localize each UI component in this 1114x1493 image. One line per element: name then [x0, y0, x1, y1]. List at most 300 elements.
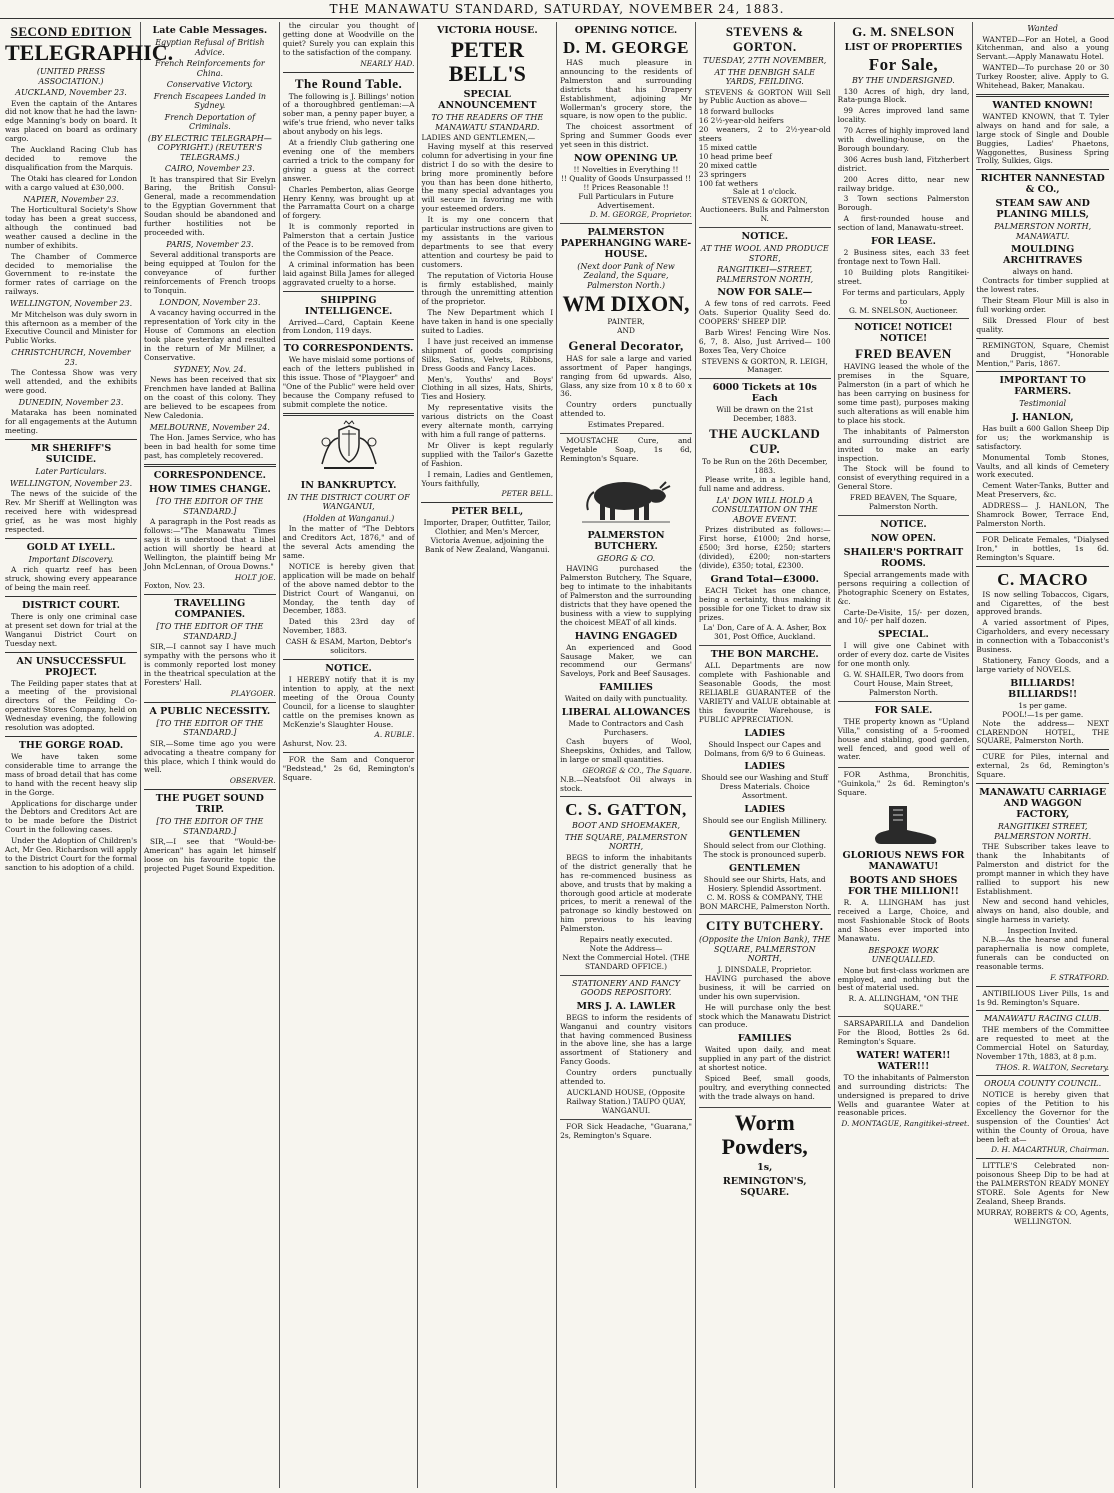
- families-heading: FAMILIES: [599, 682, 653, 694]
- divider: [144, 789, 276, 790]
- ad-paragraph: BEGS to inform the inhabitants of the district generally that he has re-commenced business as above, and trusts that by making a thorough good article at moderate prices, to merit a renewal of the patronage so kindly bestowed on him previous to his leaving Palmerston.: [560, 852, 692, 934]
- ad-paragraph: Contracts for timber supplied at the lowest rates.: [976, 276, 1110, 295]
- butchery-ad: [560, 530, 692, 798]
- ad-line: Should Inspect our Capes and Dolmans, from 6/9 to 6 Guineas.: [704, 739, 826, 758]
- farmers-heading: IMPORTANT TO FARMERS.: [999, 375, 1086, 398]
- address-line: (Opposite the Union Bank), THE SQUARE, PALMERSTON NORTH,: [698, 935, 831, 964]
- ad-line: FOR Asthma, Bronchitis, "Guinkola," 2s 6d. Remington's Square.: [837, 770, 970, 798]
- column-victoria-house: [418, 22, 557, 1488]
- worm-price: 1s,: [757, 1161, 773, 1173]
- ad-signature: STEVENS & GORTON, R. LEIGH, Manager.: [701, 356, 828, 375]
- news-paragraph: The Auckland Racing Club has decided to remove the disqualification from the Marquis.: [5, 145, 137, 172]
- letter-heading: THE PUGET SOUND TRIP.: [155, 793, 264, 816]
- boots-heading: BOOTS AND SHOES FOR THE MILLION!!: [848, 875, 959, 898]
- headline-line: French Escapees Landed in Sydney.: [153, 91, 267, 110]
- divider: [283, 339, 415, 340]
- trade-line: AND: [617, 325, 635, 335]
- wool-store-ad: [699, 231, 831, 379]
- ad-line: Made to Contractors and Cash Purchasers.: [568, 719, 684, 738]
- news-paragraph: The Hon. James Service, who has been in bad health for some time past, has completely recovered.: [144, 433, 276, 461]
- ad-line: SARSAPARILLA and Dandelion For the Blood, Bottles 2s 6d. Remington's Square.: [837, 1019, 970, 1046]
- news-paragraph: It is commonly reported in Palmerston that a certain Justice of the Peace is to be removed from the Commission of the Peace.: [282, 222, 415, 258]
- divider: [976, 749, 1109, 750]
- divider: [976, 1010, 1109, 1011]
- shipping-heading: SHIPPING INTELLIGENCE.: [304, 294, 393, 317]
- macro-heading: C. MACRO: [997, 569, 1089, 589]
- bull-icon: [578, 468, 674, 526]
- dateline: LONDON, November 23.: [159, 297, 261, 307]
- glorious-news-heading: GLORIOUS NEWS FOR MANAWATU!: [842, 850, 965, 873]
- dateline: NAPIER, November 23.: [23, 194, 119, 204]
- announcement-heading: SPECIAL ANNOUNCEMENT: [438, 89, 537, 111]
- boot-icon: [863, 802, 943, 846]
- ad-paragraph: THE property known as "Upland Villa," consisting of a 5-roomed house and stabling, good garden, well fenced, and good well of water.: [837, 716, 970, 762]
- copyright-line: (BY ELECTRIC TELEGRAPH—COPYRIGHT.) (REUTER'S TELEGRAMS.): [147, 133, 272, 162]
- divider: [976, 338, 1109, 339]
- hanlon-heading: J. HANLON,: [1011, 411, 1074, 423]
- auckland-cup-ad: [699, 382, 831, 646]
- divider: [5, 538, 137, 539]
- news-paragraph: We have mislaid some portions of each of the letters published in this issue. Those of "Playgoer" and "One of the Public" were held over because the Company refused to submit complete the notice.: [282, 355, 415, 409]
- worm-powders-heading: Worm Powders,: [721, 1109, 808, 1159]
- moulding-heading: MOULDING ARCHITRAVES: [1002, 244, 1083, 267]
- notice-signature: A. RUBLE.: [374, 730, 415, 740]
- ad-paragraph: HAVING leased the whole of the premises in the Square, Palmerston (in a part of which he has been carrying on business for some time past), purposes making such alterations as will enable him to place his stock.: [837, 362, 970, 425]
- ad-paragraph: HAVING purchased the above business, it will be carried on under his own supervision.: [698, 973, 831, 1001]
- snelson-ad: [838, 24, 970, 319]
- property-item: 99 Acres improved land same locality.: [837, 106, 970, 125]
- ad-paragraph: Barb Wires! Fencing Wire Nos. 6, 7, 8. Also, Just Arrived— 100 Boxes Tea, Very Choice: [698, 327, 831, 355]
- property-item: A first-rounded house and section of land, Manawatu-street.: [837, 214, 970, 233]
- gatton-heading: C. S. GATTON,: [565, 800, 687, 820]
- readers-line: TO THE READERS OF THE MANAWATU STANDARD.: [431, 113, 544, 132]
- ad-paragraph: Cash buyers of Wool, Sheepskins, Oxhides, and Tallow, in large or small quantities.: [560, 736, 692, 764]
- dateline: SYDNEY, Nov. 24.: [173, 364, 247, 374]
- trade-line: General Decorator,: [568, 337, 684, 353]
- ad-line: REMINGTON, Square, Chemist and Druggist, "Honorable Mention," Paris, 1867.: [976, 340, 1110, 368]
- opening-notice-heading: OPENING NOTICE.: [574, 25, 678, 36]
- ad-line: Note the Address—: [589, 943, 663, 953]
- notice-paragraph: I HEREBY notify that it is my intention to apply, at the next meeting of the Oroua County Council, for a license to slaughter cattle on the premises known as McKenzie's Slaughter House.: [282, 675, 415, 729]
- auction-location: AT THE DENBIGH SALE YARDS, FEILDING.: [714, 67, 815, 86]
- classified-ad: WANTED—For an Hotel, a Good Kitchenman, and also a young Servant.—Apply Manawatu Hotel.: [976, 34, 1110, 62]
- ad-line: !! Novelties in Everything !!: [573, 165, 679, 175]
- letter-heading: TRAVELLING COMPANIES.: [174, 598, 246, 621]
- ad-signature: D. H. MACARTHUR, Chairman.: [991, 1145, 1110, 1155]
- ad-line: always on hand.: [1012, 267, 1073, 277]
- property-item: 3 Town sections Palmerston Borough.: [837, 194, 970, 213]
- divider: [5, 439, 137, 440]
- classified-ad: WANTED—To purchase 20 or 30 Turkey Rooster, alive. Apply to G. Whitehead, Baker, Manakau.: [976, 63, 1110, 91]
- stationery-heading: STATIONERY AND FANCY GOODS REPOSITORY.: [572, 978, 680, 998]
- shailer-ad: [838, 519, 970, 702]
- ad-line: Should see our Washing and Stuff Dress Materials. Choice Assortment.: [701, 773, 829, 801]
- news-paragraph: News has been received that six Frenchmen have landed at Ballina on the coast of this colony. They are believed to be escapees from New Caledonia.: [144, 375, 276, 420]
- ad-line: FOR Delicate Females, "Dialysed Iron," in bottles, 1s 6d. Remington's Square.: [976, 534, 1110, 562]
- correspondents-heading: TO CORRESPONDENTS.: [283, 343, 414, 355]
- divider: [976, 169, 1109, 170]
- ad-signature: STEVENS & GORTON, Auctioneers. Bulls and Palmerston N.: [700, 196, 830, 224]
- letter-date: Foxton, Nov. 23.: [144, 581, 205, 591]
- ad-address: ADDRESS— J. HANLON, The Shamrock Bower, Terrace End, Palmerston North.: [976, 501, 1110, 528]
- store-location: AT THE WOOL AND PRODUCE STORE,: [700, 244, 829, 263]
- ad-signature: AUCKLAND HOUSE, (Opposite Railway Station.) TAUPO QUAY, WANGANUI.: [566, 1087, 686, 1115]
- lawler-heading: MRS J. A. LAWLER: [576, 1000, 676, 1012]
- divider: [976, 371, 1109, 372]
- ad-paragraph: The inhabitants of Palmerston and surrounding district are invited to make an early inspection.: [837, 426, 970, 463]
- letter-signature: HOLT JOE.: [234, 572, 276, 582]
- city-butchery-ad: [699, 918, 831, 1107]
- auction-date: TUESDAY, 27TH NOVEMBER,: [703, 56, 827, 65]
- dixon-heading: WM DIXON,: [562, 291, 690, 316]
- news-paragraph: The news of the suicide of the Rev. Mr Sheriff at Wellington was received here with widespread grief, as he was most highly respected.: [5, 489, 137, 534]
- ad-paragraph: N.B.—As the hearse and funeral paraphernalia is now complete, funerals can be conducted on reasonable terms.: [976, 935, 1110, 971]
- tickets-line: 6000 Tickets at 10s Each: [712, 382, 817, 405]
- ad-paragraph: None but first-class workmen are employed, and nothing but the best of material used.: [837, 965, 970, 993]
- column-stevens-gorton: [696, 22, 835, 1488]
- ad-signature: F. STRATFORD.: [1050, 972, 1110, 982]
- ad-paragraph: The reputation of Victoria House is firmly established, mainly through the unremitting attention of the proprietor.: [421, 270, 554, 307]
- editor-line: [TO THE EDITOR OF THE STANDARD.]: [156, 497, 264, 516]
- ad-line: FOR the Sam and Conqueror "Bedstead," 2s 6d, Remington's Square.: [282, 755, 415, 783]
- ad-paragraph: New and second hand vehicles, always on hand, also double, and single harness in variety.: [976, 897, 1110, 925]
- ad-paragraph: Monumental Tomb Stones, Vaults, and all kinds of Cemetery work executed.: [976, 452, 1110, 480]
- ad-paragraph: A few tons of red carrots. Feed Oats. Superior Quality Seed do. COOPERS' SHEEP DIP.: [698, 299, 831, 326]
- ad-paragraph: HAS much pleasure in announcing to the residents of Palmerston and surrounding districts that his Drapery Establishment, adjoining Mr Wollerman's grocery store, the square, is now open to the public.: [560, 58, 692, 121]
- column-cable: [141, 22, 280, 1488]
- column-round-table: [280, 22, 419, 1488]
- ad-signature: PETER BELL.: [501, 489, 554, 499]
- divider: [421, 502, 553, 503]
- ad-paragraph: Special arrangements made with persons requiring a collection of Photographic Scenery on Estates, &c.: [837, 569, 970, 606]
- notice-heading: NOTICE.: [325, 663, 372, 674]
- gatton-ad: [560, 800, 692, 975]
- bon-marche-heading: THE BON MARCHE.: [710, 649, 819, 661]
- letter-signature: OBSERVER.: [229, 776, 276, 786]
- ad-paragraph: Mr Oliver is kept regularly supplied with the Tailor's Gazette of Fashion.: [421, 440, 554, 468]
- news-paragraph: Mr Mitchelson was duly sworn in this afternoon as a member of the Executive Council and Minister for Public Works.: [5, 309, 137, 346]
- letter-paragraph: A paragraph in the Post reads as follows:—"The Manawatu Times says it is understood that a libel action will shortly be heard at Wellington, the plaintiff being Mr John McLennan, of Oroua Downs.": [144, 517, 276, 571]
- shailer-heading: SHAILER'S PORTRAIT ROOMS.: [843, 546, 964, 569]
- news-paragraph: A vacancy having occurred in the representation of York city in the House of Commons an election took place yesterday and resulted in the return of Mr Millner, a Conservative.: [144, 308, 276, 362]
- correspondence-heading: CORRESPONDENCE.: [153, 470, 266, 482]
- wanted-heading: Wanted: [1027, 24, 1058, 33]
- court-line: IN THE DISTRICT COURT OF WANGANUI,: [287, 492, 410, 512]
- county-council-heading: OROUA COUNTY COUNCIL.: [984, 1079, 1102, 1089]
- ad-paragraph: The choicest assortment of Spring and Summer Goods ever yet seen in this district.: [560, 122, 692, 150]
- gentlemen-heading: GENTLEMEN: [729, 829, 801, 841]
- ad-paragraph: ALL Departments are now complete with Fashionable and Seasonable Goods, the most RELIABLE GUARANTEE of the VARIETY and VALUE obtainable at this favourite Warehouse, is PUBLIC APPRECIATION.: [698, 661, 831, 724]
- ad-paragraph: The New Department which I have taken in hand is one specially suited to Ladies.: [421, 308, 554, 336]
- for-lease-heading: FOR LEASE.: [870, 236, 936, 248]
- run-line: To be Run on the 26th December, 1883.: [701, 457, 828, 476]
- divider: [976, 532, 1109, 533]
- news-paragraph: It has transpired that Sir Evelyn Baring, the British Consul-General, made a recommendation to the Egyptian Government that Soudan should be abandoned and further hostilities not be proceeded with.: [144, 174, 276, 237]
- ad-signature: GEORGE & CO., The Square.: [582, 765, 692, 775]
- divider: [144, 594, 276, 595]
- ad-paragraph: Carte-De-Visite, 15/- per dozen, and 10/- per half dozen.: [837, 607, 970, 626]
- news-paragraph: The following is J. Billings' notion of a thoroughbred gentleman:—A sober man, a penny paper buyer, a wife's true friend, who never talks about anybody on his legs.: [282, 91, 415, 137]
- closing-line: I remain, Ladies and Gentlemen, Yours faithfully,: [421, 469, 554, 488]
- ad-paragraph: STEVENS & GORTON Will Sell by Public Auction as above—: [698, 87, 831, 106]
- editor-line: [TO THE EDITOR OF THE STANDARD.]: [156, 817, 264, 836]
- letter-heading: HOW TIMES CHANGE.: [148, 484, 271, 496]
- divider: [283, 659, 415, 660]
- shipping-line: Arrived—Card, Captain Keene from London, 119 days.: [282, 317, 415, 336]
- ad-paragraph: BEGS to inform the residents of Wanganui and country visitors that having commenced Business in the above line, she has a large assortment of Stationery and Fancy Goods.: [560, 1012, 692, 1067]
- second-edition-heading: SECOND EDITION: [10, 24, 132, 39]
- ad-paragraph: I will give one Cabinet with order of every doz. carte de Visites for one month only.: [837, 641, 970, 669]
- mills-heading: STEAM SAW AND PLANING MILLS,: [995, 198, 1090, 221]
- ad-line: Should see our English Millinery.: [702, 816, 827, 826]
- grand-total: Grand Total—£3000.: [710, 573, 819, 585]
- divider: [976, 566, 1109, 567]
- for-sale-heading: NOW FOR SALE—: [717, 287, 813, 299]
- ad-paragraph: Their Steam Flour Mill is also in full working order.: [976, 296, 1110, 314]
- suicide-heading: MR SHERIFF'S SUICIDE.: [30, 443, 112, 466]
- for-sale-heading: FOR SALE.: [874, 704, 933, 716]
- lawler-ad: [560, 979, 692, 1120]
- salutation: LADIES AND GENTLEMEN,—: [421, 133, 536, 142]
- ad-paragraph: Silk Dressed Flour of best quality.: [976, 315, 1110, 334]
- property-item: 2 Business sites, each 33 feet frontage next to Town Hall.: [837, 248, 970, 266]
- column-snelson: [835, 22, 974, 1488]
- divider: [144, 702, 276, 703]
- butchery-heading: PALMERSTON BUTCHERY.: [587, 529, 665, 552]
- ad-paragraph: A varied assortment of Pipes, Cigarholders, and every necessary in connection with a Tobacconist's Business.: [976, 618, 1110, 655]
- divider: [283, 752, 415, 753]
- letter-heading: A PUBLIC NECESSITY.: [149, 705, 271, 717]
- address-line: (Next door Pank of New Zealand, the Square, Palmerston North.): [577, 261, 675, 290]
- ad-line: POOL!—1s per game.: [1002, 709, 1084, 719]
- ad-paragraph: THE Subscriber takes leave to thank the Inhabitants of Palmerston and district for the prompt manner in which they have rallied to support his new Establishment.: [976, 842, 1110, 896]
- dateline: DUNEDIN, November 23.: [18, 397, 124, 407]
- press-association-line: (UNITED PRESS ASSOCIATION.): [36, 67, 106, 86]
- property-item: 306 Acres bush land, Fitzherbert district.: [837, 154, 970, 173]
- engaged-heading: HAVING ENGAGED: [574, 630, 678, 642]
- consultation-line: LA' DON WILL HOLD A CONSULTATION ON THE ABOVE EVENT.: [711, 495, 818, 524]
- notice-heading: NOTICE.: [741, 231, 789, 243]
- ad-signature: C. M. ROSS & COMPANY, THE BON MARCHE, Palmerston North.: [699, 892, 830, 911]
- subheading: Important Discovery.: [28, 554, 114, 564]
- ad-paragraph: I have just received an immense shipment of goods comprising Silks, Satins, Velvets, Ribbons, Dress Goods and Fancy Laces.: [421, 336, 554, 373]
- dateline: AUCKLAND, November 23.: [15, 88, 127, 97]
- news-paragraph: Several additional transports are being equipped at Toulon for the conveyance of further reinforcements of French troops to Tonquin.: [144, 250, 276, 295]
- divider: [5, 596, 137, 597]
- bon-marche-ad: [699, 649, 831, 915]
- district-court-heading: DISTRICT COURT.: [22, 599, 120, 611]
- ad-line: !! Quality of Goods Unsurpassed !!: [560, 173, 692, 183]
- news-paragraph: At a friendly Club gathering one evening one of the members carried a trick to the company for giving a guess at the correct answer.: [282, 138, 415, 183]
- cable-heading: Late Cable Messages.: [152, 25, 268, 36]
- auction-ad: [699, 24, 831, 228]
- legal-signature: CASH & ESAM, Marton, Debtor's solicitors.: [285, 637, 412, 656]
- letter-paragraph: SIR,—I cannot say I have much sympathy with the persons who it is commonly reported lost money in the theatrical speculation at the Foresters' Hall.: [144, 642, 276, 687]
- news-paragraph: Applications for discharge under the Debtors and Creditors Act are to be made before the District Court in the following cases.: [5, 798, 137, 835]
- news-paragraph: The Feilding paper states that at a meeting of the provisional directors of the Feilding Co-operative Stores Company, held on Wednesday evening, the following resolution was adopted.: [5, 678, 137, 733]
- carriage-factory-heading: MANAWATU CARRIAGE AND WAGGON FACTORY,: [979, 787, 1107, 821]
- george-heading: D. M. GEORGE: [563, 38, 689, 57]
- property-item: 70 Acres of highly improved land with dwelling-house, on the Borough boundary.: [837, 126, 970, 153]
- masthead: THE MANAWATU STANDARD, SATURDAY, NOVEMBER 24, 1883.: [0, 0, 1114, 19]
- ad-paragraph: Please write, in a legible hand, full name and address.: [698, 474, 831, 493]
- stevens-gorton-heading: STEVENS & GORTON.: [725, 24, 804, 54]
- ladies-heading: LADIES: [744, 804, 786, 816]
- testimonial-line: Testimonial: [1019, 399, 1067, 409]
- subheading: Later Particulars.: [35, 467, 107, 477]
- divider: [144, 464, 276, 467]
- dateline: MELBOURNE, November 24.: [149, 422, 270, 432]
- undersigned-line: BY THE UNDERSIGNED.: [852, 76, 955, 85]
- news-paragraph: The Otaki has cleared for London with a cargo valued at £30,000.: [5, 173, 137, 192]
- ad-signature: D. M. GEORGE, Proprietor.: [589, 209, 692, 219]
- ad-line: N.B.—Neatsfoot Oil always in stock.: [560, 774, 692, 793]
- ad-paragraph: IS now selling Tobaccos, Cigars, and Cigarettes, of the best approved brands.: [976, 589, 1110, 617]
- ad-signature: G. W. SHAILER, Two doors from Court House, Main Street, Palmerston North.: [843, 670, 964, 697]
- gorge-road-heading: THE GORGE ROAD.: [18, 740, 124, 751]
- ad-line: Should see our Shirts, Hats, and Hosiery. Splendid Assortment.: [703, 874, 826, 893]
- for-sale-heading: For Sale,: [868, 55, 939, 74]
- ad-paragraph: WANTED KNOWN, that T. Tyler always on hand and for sale, a large stock of Single and Double Buggies, Ladies' Phaetons, Waggonettes, Business Spring Trolly, Sulkies, Gigs.: [976, 111, 1110, 166]
- property-item: 200 Acres ditto, near new railway bridge.: [837, 174, 970, 193]
- allowances-heading: LIBERAL ALLOWANCES: [561, 707, 691, 719]
- ad-paragraph: My representative visits the various districts on the Coast every alternate month, carrying with him a full range of patterns.: [421, 403, 554, 439]
- ad-paragraph: HAS for sale a large and varied assortment of Paper hangings, ranging from 6d upwards. Also, Glass, any size from 10 x 8 to 60 x 36.: [560, 353, 692, 399]
- legal-paragraph: NOTICE is hereby given that application will be made on behalf of the above named debtor to the District Court of Wanganui, on Monday, the tenth day of December, 1883.: [282, 561, 415, 616]
- ad-paragraph: The Stock will be found to consist of everything required in a General Store.: [837, 464, 970, 492]
- ad-paragraph: Has built a 600 Gallon Sheep Dip for us; the workmanship is satisfactory.: [976, 423, 1110, 451]
- racing-club-heading: MANAWATU RACING CLUB.: [983, 1014, 1102, 1024]
- ad-line: MOUSTACHE Cure, and Vegetable Soap, 1s 6d, Remington's Square.: [560, 436, 692, 463]
- now-open-heading: NOW OPEN.: [870, 532, 936, 544]
- column-wanted: [973, 22, 1112, 1488]
- news-paragraph: A rich quartz reef has been struck, showing every appearance of being the main reef.: [5, 565, 137, 593]
- round-table-heading: The Round Table.: [294, 75, 403, 91]
- ad-paragraph: TO the inhabitants of Palmerston and surrounding districts: The undersigned is prepared to drive Wells and guarantee Water at reasonable prices.: [837, 1072, 970, 1118]
- prizes-paragraph: Prizes distributed as follows:—First horse, £1000; 2nd horse, £500; 3rd horse, £250; starters (divided), £200; non-starters (divide), £350; total, £2300.: [698, 525, 831, 570]
- ad-paragraph: Spiced Beef, small goods, poultry, and everything connected with the trade always on hand.: [698, 1074, 831, 1101]
- terms-line: For terms and particulars, Apply to: [842, 287, 965, 306]
- royal-arms-icon: [314, 420, 384, 476]
- news-paragraph: Under the Adoption of Children's Act, Mr Geo. Richardson will apply to the District Court for the formal sanction to his adoption of a child.: [5, 836, 137, 872]
- columns: [2, 22, 1112, 1488]
- notice-date: Ashurst, Nov. 23.: [282, 739, 348, 749]
- beaven-ad: [838, 322, 970, 516]
- ad-paragraph: Stationery, Fancy Goods, and a large variety of NOVELS.: [976, 655, 1110, 674]
- ad-paragraph: Men's, Youths' and Boys' Clothing in all sizes, Hats, Shirts, Ties and Hosiery.: [421, 374, 554, 402]
- column-george: [557, 22, 696, 1488]
- ad-line: CURE for Piles, internal and external, 2s 6d, Remington's Square.: [976, 752, 1110, 780]
- location-line: PALMERSTON NORTH, MANAWATU.: [994, 222, 1092, 241]
- divider: [976, 986, 1109, 987]
- divider: [5, 652, 137, 653]
- ad-line: Inspection Invited.: [1007, 926, 1078, 936]
- city-butchery-heading: CITY BUTCHERY.: [705, 918, 824, 934]
- bankruptcy-heading: IN BANKRUPTCY.: [300, 479, 397, 491]
- drawn-line: Will be drawn on the 21st December, 1883.: [716, 405, 814, 424]
- proprietor-line: J. DINSDALE, Proprietor.: [717, 964, 812, 974]
- ad-paragraph: EACH Ticket has one chance, being a certainty, thus making it possible for one Ticket to draw six prizes.: [698, 585, 831, 622]
- families-heading: FAMILIES: [737, 1033, 792, 1045]
- letter-paragraph: the circular you thought of getting done at Woodville on the quiet? Surely you can explain this to the satisfaction of the company.: [282, 21, 415, 57]
- trade-line: PAINTER,: [607, 317, 645, 326]
- divider: [283, 413, 415, 416]
- richter-heading: RICHTER NANNESTAD & CO.,: [980, 173, 1105, 196]
- news-paragraph: Mataraka has been nominated for all engagements at the Autumn meeting.: [5, 408, 137, 436]
- footer-name: PETER BELL,: [451, 506, 524, 518]
- wanted-known-heading: WANTED KNOWN!: [992, 99, 1094, 111]
- ad-address: Note the address— NEXT CLARENDON HOTEL, THE SQUARE, Palmerston North.: [976, 718, 1110, 746]
- headline-line: French Deportation of Criminals.: [164, 112, 256, 131]
- ad-paragraph: R. A. LLINGHAM has just received a Large, Choice, and most Fashionable Stock of Boots and Shoes ever imported into Manawatu.: [837, 898, 970, 943]
- dixon-ad: [560, 227, 692, 435]
- column-telegraphic: [2, 22, 174, 1488]
- headline-line: Conservative Victory.: [166, 80, 253, 89]
- ladies-heading: LADIES: [744, 761, 786, 773]
- ad-line: Repairs neatly executed.: [579, 935, 673, 945]
- paperhanging-heading: PALMERSTON PAPERHANGING WARE-HOUSE.: [560, 226, 692, 260]
- beaven-heading: FRED BEAVEN: [855, 346, 952, 362]
- auckland-cup-heading: THE AUCKLAND CUP.: [709, 426, 821, 457]
- divider: [976, 783, 1109, 784]
- ad-line: Estimates Prepared.: [587, 420, 665, 430]
- ad-paragraph: An experienced and Good Sausage Maker, we can recommend our Germans' Saveloys, Pork and Beef Sausages.: [560, 642, 692, 679]
- ad-paragraph: Country orders punctually attended to.: [560, 400, 692, 419]
- gold-heading: GOLD AT LYELL.: [26, 541, 116, 553]
- letter-signature: PLAYGOER.: [230, 688, 276, 698]
- properties-heading: LIST OF PROPERTIES: [844, 42, 963, 53]
- ad-line: 1s per game.: [1018, 700, 1068, 710]
- george-ad: [560, 25, 692, 224]
- dateline: CAIRO, November 23.: [164, 164, 255, 173]
- ad-paragraph: LITTLE'S Celebrated non-poisonous Sheep Dip to be had at the PALMERSTON READY MONEY STORE. Sole Agents for New Zealand, Sheep Brands.: [976, 1161, 1110, 1206]
- dateline: PARIS, November 23.: [166, 239, 254, 249]
- address-line: THE SQUARE, PALMERSTON NORTH,: [564, 832, 688, 852]
- ad-signature: D. MONTAGUE, Rangitikei-street.: [841, 1119, 970, 1129]
- ladies-heading: LADIES: [744, 727, 786, 739]
- butchery-owner: GEORG & CO.: [596, 553, 656, 563]
- editor-line: [TO THE EDITOR OF THE STANDARD.]: [156, 622, 264, 641]
- peter-bell-heading: PETER BELL'S: [448, 37, 526, 86]
- divider: [283, 291, 415, 292]
- ad-paragraph: Cement Water-Tanks, Butter and Meat Preservers, &c.: [976, 481, 1110, 500]
- divider: [976, 94, 1109, 97]
- property-item: 10 Building plots Rangitikei-street.: [837, 267, 970, 286]
- divider: [5, 736, 137, 737]
- news-paragraph: There is only one criminal case at present set down for trial at the Wanganui District Court on Tuesday next.: [5, 611, 137, 648]
- dateline: CHRISTCHURCH, November 23.: [11, 348, 131, 367]
- court-line: (Holden at Wanganui.): [302, 513, 395, 523]
- footer-address: Importer, Draper, Outfitter, Tailor, Clothier, and Men's Mercer, Victoria Avenue, adjoining the Bank of New Zealand, Wanganui.: [423, 518, 551, 555]
- ad-signature: THOS. R. WALTON, Secretary.: [995, 1062, 1110, 1072]
- trade-line: BOOT AND SHOEMAKER,: [572, 821, 680, 831]
- dateline: WELLINGTON, November 23.: [9, 299, 133, 309]
- victoria-house-heading: VICTORIA HOUSE.: [436, 25, 538, 36]
- ad-line: Full Particulars in Future Advertisement.: [578, 191, 674, 210]
- location-line: RANGITIKEI STREET, PALMERSTON NORTH.: [994, 822, 1092, 841]
- news-paragraph: Charles Pemberton, alias George Henry Kenny, was brought up at the Parramatta Court on a charge of forgery.: [282, 184, 415, 221]
- dateline: WELLINGTON, November 23.: [9, 478, 133, 488]
- legal-date: Dated this 23rd day of November, 1883.: [282, 617, 415, 636]
- stock-list: 18 forward bullocks 16 2½-year-old heifers 20 weaners, 2 to 2½-year-old steers 15 mixed cattle 10 head prime beef 20 mixed cattle 23 springers 100 fat wethers: [698, 107, 831, 188]
- upland-villa-ad: [838, 705, 970, 769]
- letter-signature: NEARLY HAD.: [360, 58, 415, 68]
- news-paragraph: The Contessa Show was very well attended, and the exhibits were good.: [5, 368, 137, 396]
- sale-time: Sale at 1 o'clock.: [732, 187, 797, 197]
- ad-line: !! Prices Reasonable !!: [583, 182, 669, 192]
- allingham-ad: [838, 850, 970, 1017]
- headline-line: French Reinforcements for China.: [155, 59, 265, 78]
